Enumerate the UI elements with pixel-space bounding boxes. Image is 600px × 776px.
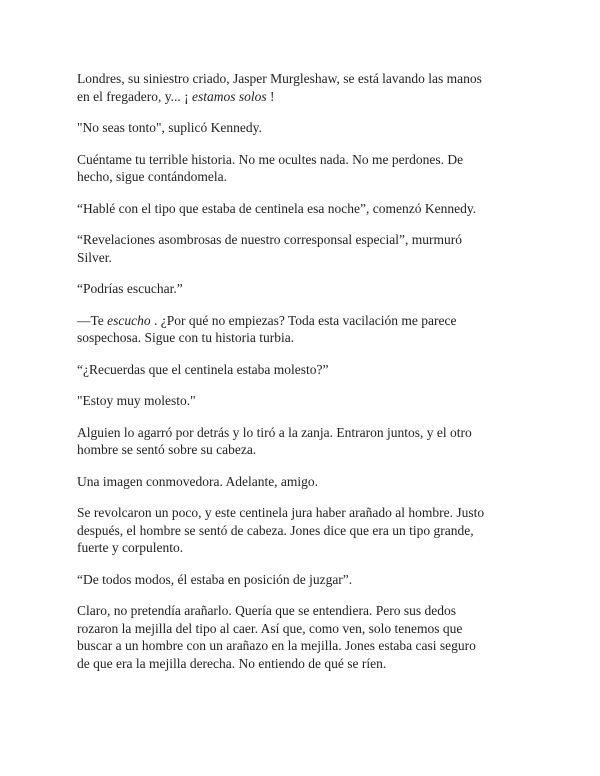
text-line: . ¿Por qué no empiezas? Toda esta vacilación me parece	[150, 312, 457, 328]
paragraph-2	[77, 119, 547, 137]
text-line: después, el hombre se sentó de cabeza. Jones dice que era un tipo grande,	[77, 522, 474, 538]
text-line: hecho, sigue contándomela.	[77, 169, 227, 184]
text-line: “Hablé con el tipo que estaba de centinela esa noche”, comenzó Kennedy.	[77, 200, 477, 216]
paragraph-1	[77, 70, 547, 105]
text-line: “¿Recuerdas que el centinela estaba molesto?”	[77, 361, 329, 377]
text-line: !	[266, 88, 275, 104]
text-line: rozaron la mejilla del tipo al caer. Así que, como ven, solo tenemos que	[77, 620, 463, 636]
emphasis-text: escucho	[107, 312, 151, 328]
text-line: Cuéntame tu terrible historia. No me ocultes nada. No me perdones. De	[77, 151, 464, 167]
text-line: Silver.	[77, 249, 112, 265]
emphasis-text: estamos solos	[191, 88, 267, 104]
text-line: hombre se sentó sobre su cabeza.	[77, 442, 257, 457]
text-line: Alguien lo agarró por detrás y lo tiró a la zanja. Entraron juntos, y el otro	[77, 424, 472, 440]
text-line: Una imagen conmovedora. Adelante, amigo.	[77, 473, 319, 489]
text-line: “Revelaciones asombrosas de nuestro corresponsal especial”, murmuró	[77, 232, 462, 247]
paragraph-6	[77, 280, 547, 298]
paragraph-3	[77, 151, 547, 186]
text-line: Claro, no pretendía arañarlo. Quería que se entendiera. Pero sus dedos	[77, 603, 456, 618]
document-page	[77, 70, 547, 686]
text-line: fuerte y corpulento.	[77, 540, 184, 555]
paragraph-10	[77, 424, 547, 459]
paragraph-13	[77, 571, 547, 589]
text-line: Londres, su siniestro criado, Jasper Murgleshaw, se está lavando las manos	[77, 71, 482, 86]
paragraph-7	[77, 312, 547, 347]
text-line: de que era la mejilla derecha. No entiendo de qué se ríen.	[77, 655, 387, 671]
paragraph-4	[77, 200, 547, 218]
paragraph-14	[77, 602, 547, 672]
text-line: —Te	[77, 312, 108, 328]
paragraph-5	[77, 231, 547, 266]
paragraph-8	[77, 361, 547, 379]
text-line: "Estoy muy molesto."	[77, 393, 196, 408]
text-line: buscar a un hombre con un arañazo en la mejilla. Jones estaba casi seguro	[77, 638, 476, 653]
text-line: "No seas tonto", suplicó Kennedy.	[77, 120, 262, 135]
text-line: en el fregadero, y... ¡	[77, 88, 192, 104]
text-line: “De todos modos, él estaba en posición de juzgar”.	[77, 571, 353, 587]
paragraph-9	[77, 392, 547, 410]
paragraph-12	[77, 504, 547, 557]
text-line: Se revolcaron un poco, y este centinela jura haber arañado al hombre. Justo	[77, 505, 485, 520]
text-line: sospechosa. Sigue con tu historia turbia.	[77, 330, 295, 345]
text-line: “Podrías escuchar.”	[77, 281, 183, 296]
paragraph-11	[77, 473, 547, 491]
